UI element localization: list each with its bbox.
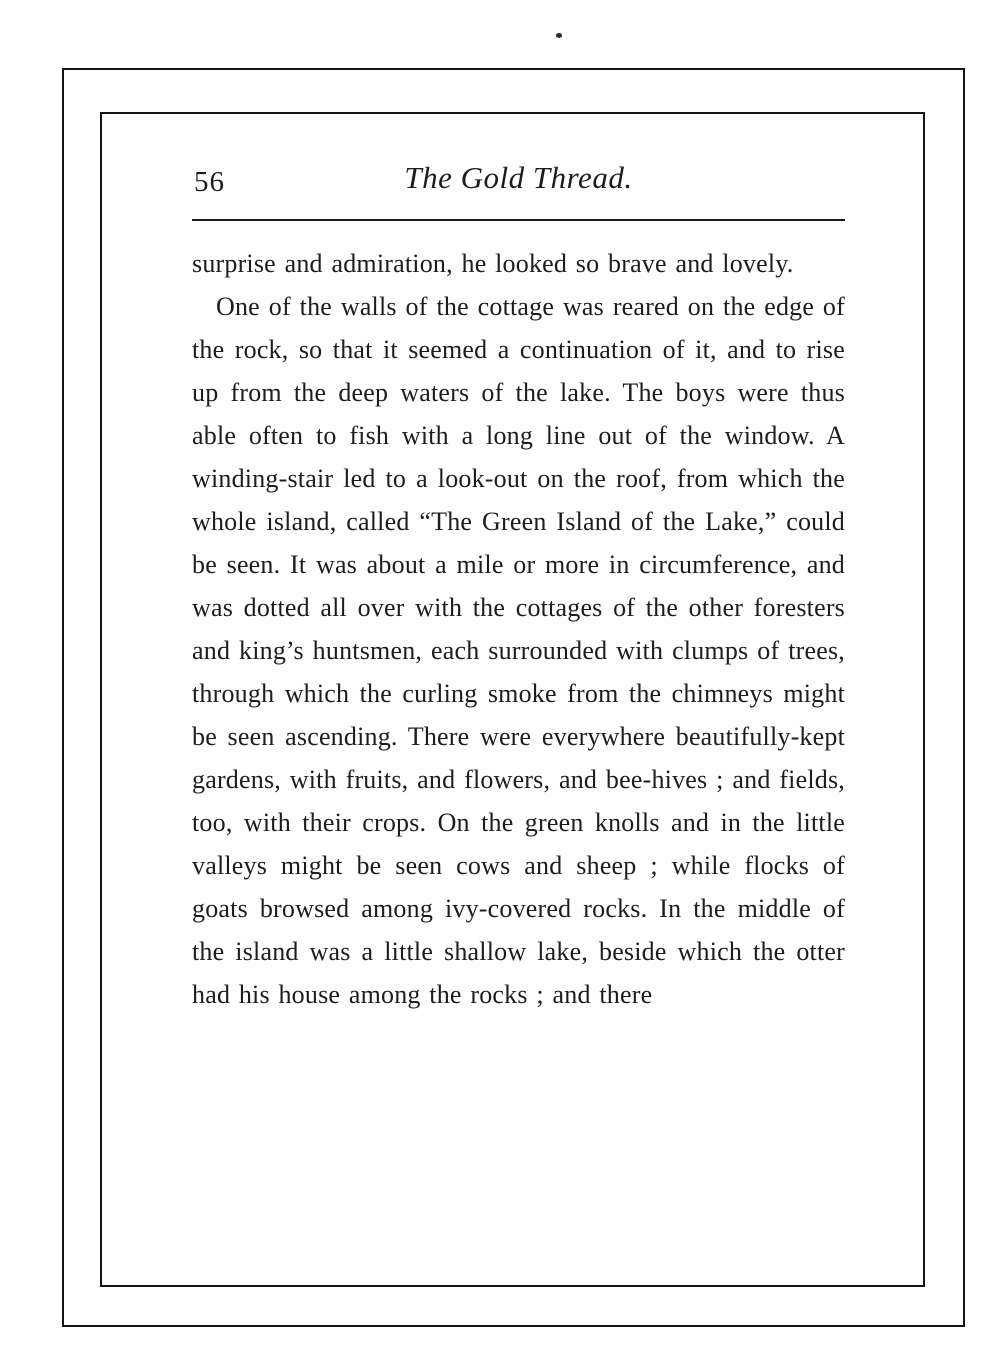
header-rule xyxy=(192,219,845,221)
running-title: The Gold Thread. xyxy=(404,160,633,195)
paragraph: One of the walls of the cottage was reared on the edge of the rock, so that it seemed a continuation of it, and to rise up from the deep waters of the lake. The boys were thus able often to fish with a long line out of the window. A winding-stair led to a look-out on the roof, from which the whole island, called “The Green Island of the Lake,” could be seen. It was about a mile or more in circumference, and was dotted all over with the cottages of the other foresters and king’s huntsmen, each surrounded with clumps of trees, through which the curling smoke from the chimneys might be seen ascending. There were everywhere beautifully-kept gardens, with fruits, and flowers, and bee-hives ; and fields, too, with their crops. On the green knolls and in the little valleys might be seen cows and sheep ; while flocks of goats browsed among ivy-covered rocks. In the middle of the island was a little shallow lake, beside which the otter had his house among the rocks ; and there xyxy=(192,292,845,1009)
inner-border xyxy=(100,112,925,1287)
paragraph: surprise and admiration, he looked so brave and lovely. xyxy=(192,249,794,278)
outer-border xyxy=(62,68,965,1327)
page-number: 56 xyxy=(194,166,225,198)
scan-speck xyxy=(556,33,562,38)
book-page xyxy=(102,114,923,1285)
page-body xyxy=(192,242,845,1016)
page-header xyxy=(192,160,845,206)
